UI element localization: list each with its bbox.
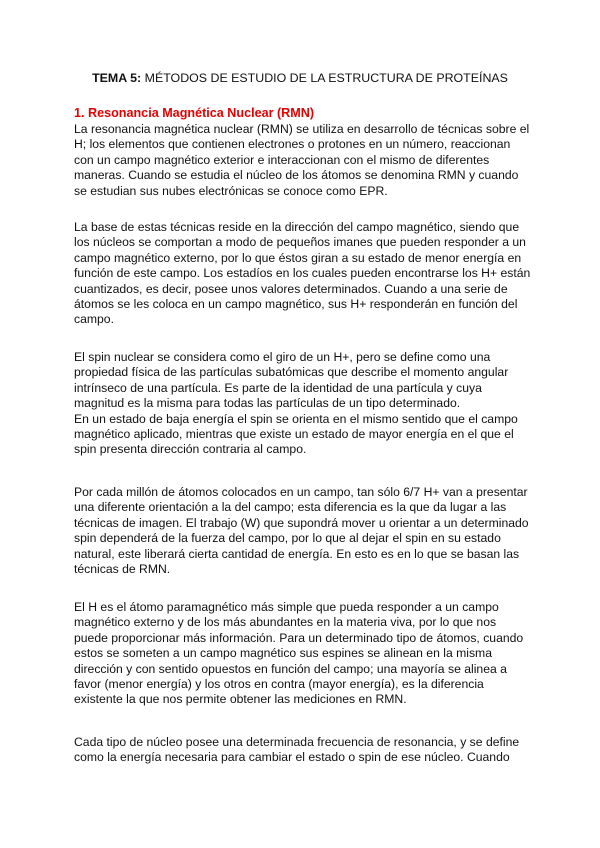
text-line: dirección y con sentido opuestos en función del campo; una mayoría se alinea a [74,661,507,676]
text-line: con un campo magnético exterior e interaccionan con el mismo de diferentes [74,152,490,167]
text-line: El H es el átomo paramagnético más simple que pueda responder a un campo [74,600,499,614]
title-topic-number: TEMA 5: [92,71,142,85]
text-line: cuantizados, es decir, posee unos valores determinados. Cuando a una serie de [74,281,508,296]
paragraph-2 [74,220,544,328]
paragraph-3 [74,350,544,458]
text-line: campo. [74,312,114,327]
text-line: una diferente orientación a la del campo; esta diferencia es la que da lugar a las [74,500,507,515]
text-line: técnicas de RMN. [74,562,171,577]
text-line: El spin nuclear se considera como el giro de un H+, pero se define como una [74,350,491,364]
text-line: magnitud es la misma para todas las partículas de un tipo determinado. [74,396,461,411]
paragraph-5 [74,600,544,708]
text-line: favor (menor energía) y los otros en contra (mayor energía), es la diferencia [74,677,484,692]
text-line: La resonancia magnética nuclear (RMN) se utiliza en desarrollo de técnicas sobre el [74,122,530,136]
paragraph-6 [74,735,544,766]
text-line: Por cada millón de átomos colocados en un campo, tan sólo 6/7 H+ van a presentar [74,485,528,499]
text-line: técnicas de imagen. El trabajo (W) que supondrá mover u orientar a un determinado [74,515,529,530]
text-line: spin dependerá de la fuerza del campo, por lo que al dejar el spin en su estado [74,531,501,546]
title-topic-name: MÉTODOS DE ESTUDIO DE LA ESTRUCTURA DE PROTEÍNAS [141,71,508,85]
text-line: átomos se les coloca en un campo magnético, sus H+ responderán en función del [74,297,518,312]
document-title [0,70,600,86]
text-line: natural, este liberará cierta cantidad de energía. En esto es en lo que se basan las [74,546,520,561]
text-line: magnético aplicado, mientras que existe un estado de mayor energía en el que el [74,427,514,442]
text-line: función de este campo. Los estadíos en los cuales pueden encontrarse los H+ están [74,266,531,281]
section-heading: 1. Resonancia Magnética Nuclear (RMN) [74,106,315,120]
text-line: los núcleos se comportan a modo de pequeños imanes que pueden responder a un [74,235,526,250]
text-line: campo magnético externo, por lo que éstos giran a su estado de menor energía en [74,250,522,265]
text-line: estos se someten a un campo magnético sus espines se alinean en la misma [74,646,492,661]
text-line: existente la que nos permite obtener las mediciones en RMN. [74,692,407,707]
paragraph-4 [74,485,544,577]
text-line: spin presenta dirección contraria al campo. [74,442,307,457]
text-line: propiedad física de las partículas subatómicas que describe el momento angular [74,365,509,380]
text-line: magnético externo y de los más abundantes en la materia viva, por lo que nos [74,615,497,630]
text-line: H; los elementos que contienen electrones o protones en un número, reaccionan [74,137,511,152]
text-line: maneras. Cuando se estudia el núcleo de los átomos se denomina RMN y cuando [74,168,519,183]
text-line: En un estado de baja energía el spin se orienta en el mismo sentido que el campo [74,411,518,426]
paragraph-1 [74,122,544,199]
text-line: La base de estas técnicas reside en la dirección del campo magnético, siendo que [74,220,520,234]
text-line: intrínseco de una partícula. Es parte de la identidad de una partícula y cuya [74,380,482,395]
text-line: puede proporcionar más información. Para un determinado tipo de átomos, cuando [74,630,524,645]
text-line: Cada tipo de núcleo posee una determinada frecuencia de resonancia, y se define [74,735,520,749]
text-line: como la energía necesaria para cambiar el estado o spin de ese núcleo. Cuando [74,750,510,765]
text-line: se estudian sus nubes electrónicas se conoce como EPR. [74,183,388,198]
